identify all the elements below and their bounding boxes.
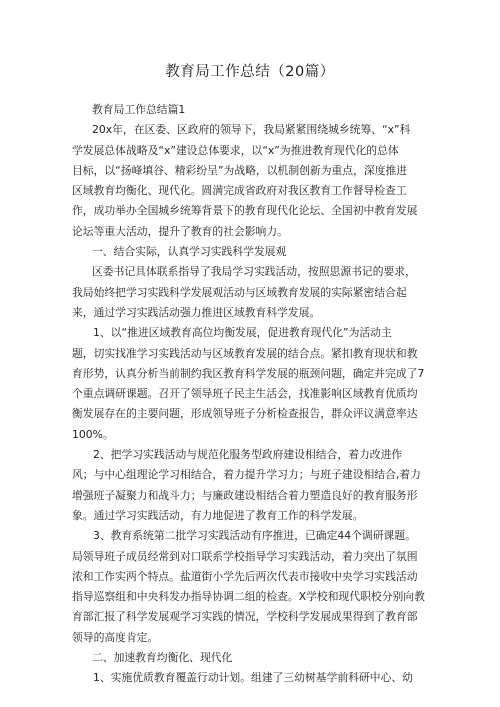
paragraph-line: 作，成功举办全国城乡统筹背景下的教育现代化论坛、全国初中教育发展: [72, 204, 418, 218]
paragraph-line: 育部汇报了科学发展观学习实践的情况，学校科学发展成果得到了教育部: [72, 610, 418, 624]
paragraph-line: 100%。: [72, 427, 114, 441]
subsection-heading: 二、加速教育均衡化、现代化: [92, 651, 233, 665]
paragraph-line: 来，通过学习实践活动强力推进区域教育科学发展。: [72, 305, 321, 319]
paragraph-line: 育形势，认真分析当前制约我区教育科学发展的瓶颈问题，确定并完成了7: [72, 366, 425, 380]
paragraph-line: 区域教育均衡化、现代化。圆满完成省政府对我区教育工作督导检查工: [72, 184, 407, 198]
paragraph-line: 区委书记具体联系指导了我局学习实践活动，按照思源书记的要求，: [92, 265, 416, 279]
paragraph-line: 1、实施优质教育覆盖行动计划。组建了三幼树基学前科研中心、幼: [93, 671, 413, 685]
paragraph-line: 题，切实找准学习实践活动与区域教育发展的结合点。紧扣教育现状和教: [72, 346, 418, 360]
paragraph-line: 目标，以“扬峰填谷、精彩纷呈”为战略，以机制创新为重点，深度推进: [72, 163, 408, 177]
document-body: [72, 100, 432, 689]
paragraph-line: 3、教育系统第二批学习实践活动有序推进，已确定44个调研课题。: [93, 529, 416, 543]
subsection-heading: 一、结合实际，认真学习实践科学发展观: [92, 245, 287, 259]
paragraph-line: 20x年，在区委、区政府的领导下，我局紧紧围绕城乡统筹、“x”科: [92, 123, 411, 137]
paragraph-line: 个重点调研课题。召开了领导班子民主生活会，找准影响区域教育优质均: [72, 387, 418, 401]
paragraph-line: 象。通过学习实践活动，有力地促进了教育工作的科学发展。: [72, 508, 364, 522]
paragraph-line: 论坛等重大活动，提升了教育的社会影响力。: [72, 224, 288, 238]
paragraph-line: 风；与中心组理论学习相结合，着力提升学习力；与班子建设相结合,着力: [72, 468, 421, 482]
page-title: 教育局工作总结（20篇）: [165, 64, 335, 80]
section-heading: 教育局工作总结篇1: [92, 103, 186, 116]
paragraph-line: 1、以“推进区域教育高位均衡发展，促进教育现代化”为活动主: [93, 326, 392, 340]
paragraph-line: 指导巡察组和中央科发办指导协调二组的检查。X学校和现代职校分别向教: [72, 590, 425, 604]
paragraph-line: 衡发展存在的主要问题，形成领导班子分析检查报告，群众评议满意率达: [72, 407, 418, 421]
paragraph-line: 2、把学习实践活动与规范化服务型政府建设相结合，着力改进作: [93, 448, 403, 462]
paragraph-line: 学发展总体战略及“x”建设总体要求，以“x”为推进教育现代化的总体: [72, 143, 399, 157]
paragraph-line: 我局始终把学习实践科学发展观活动与区域教育发展的实际紧密结合起: [72, 285, 407, 299]
paragraph-line: 局领导班子成员经常到对口联系学校指导学习实践活动，着力突出了氛围: [72, 549, 418, 563]
paragraph-line: 增强班子凝聚力和战斗力；与廉政建设相结合着力塑造良好的教育服务形: [72, 488, 418, 502]
paragraph-line: 浓和工作实两个特点。盐道街小学先后两次代表市接收中央学习实践活动: [72, 569, 418, 583]
paragraph-line: 领导的高度肯定。: [72, 630, 159, 644]
